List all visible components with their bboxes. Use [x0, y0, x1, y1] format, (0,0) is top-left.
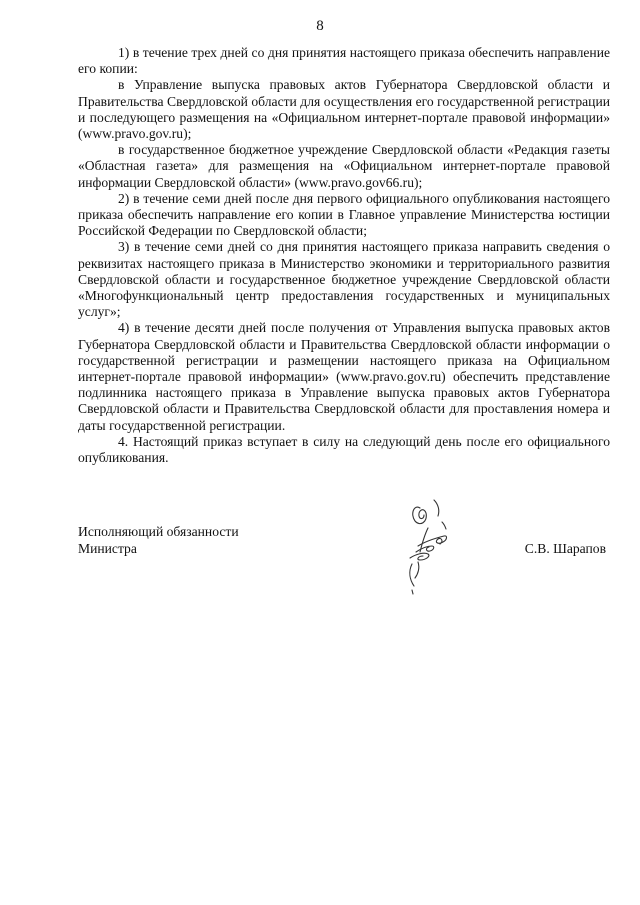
paragraph: 1) в течение трех дней со дня принятия настоящего приказа обеспечить направление его копии: [78, 45, 610, 77]
paragraph: 4. Настоящий приказ вступает в силу на следующий день после его официального опубликования. [78, 433, 610, 466]
handwritten-signature [398, 494, 460, 598]
signatory-position-line-2: Министра [78, 540, 137, 556]
paragraph: 4) в течение десяти дней после получения от Управления выпуска правовых актов Губернатора Свердловской области и Правительства Свердловской области информации о государственной регистрации и размещении настоящего приказа на Официальном интернет-портале правовой информации» (www.pravo.gov.ru) обеспечить представление подлинника настоящего приказа в Управление выпуска правовых актов Губернатора Свердловской области и Правительства Свердловской области для проставления номера и даты государственной регистрации. [78, 320, 610, 433]
paragraph: 2) в течение семи дней после дня первого официального опубликования настоящего приказа обеспечить направление его копии в Главное управление Министерства юстиции Российской Федерации по Свердловской области; [78, 190, 610, 239]
signatory-position-line-1: Исполняющий обязанности [78, 524, 239, 539]
signature-block [78, 524, 610, 557]
document-body [78, 45, 610, 466]
paragraph: 3) в течение семи дней со дня принятия настоящего приказа направить сведения о реквизитах настоящего приказа в Министерство экономики и территориального развития Свердловской области и государственное бюджетное учреждение Свердловской области «Многофункциональный центр предоставления государственных и муниципальных услуг»; [78, 239, 610, 320]
page-number: 8 [316, 18, 324, 34]
paragraph: в Управление выпуска правовых актов Губернатора Свердловской области и Правительства Свердловской области для осуществления его государственной регистрации и последующего размещения на «Официальном интернет-портале правовой информации» (www.pravo.gov.ru); [78, 77, 610, 142]
paragraph: в государственное бюджетное учреждение Свердловской области «Редакция газеты «Областная газета» для размещения на «Официальном интернет-портале правовой информации Свердловской области» (www.pravo.gov66.ru); [78, 142, 610, 190]
signatory-name: С.В. Шарапов [524, 541, 606, 556]
